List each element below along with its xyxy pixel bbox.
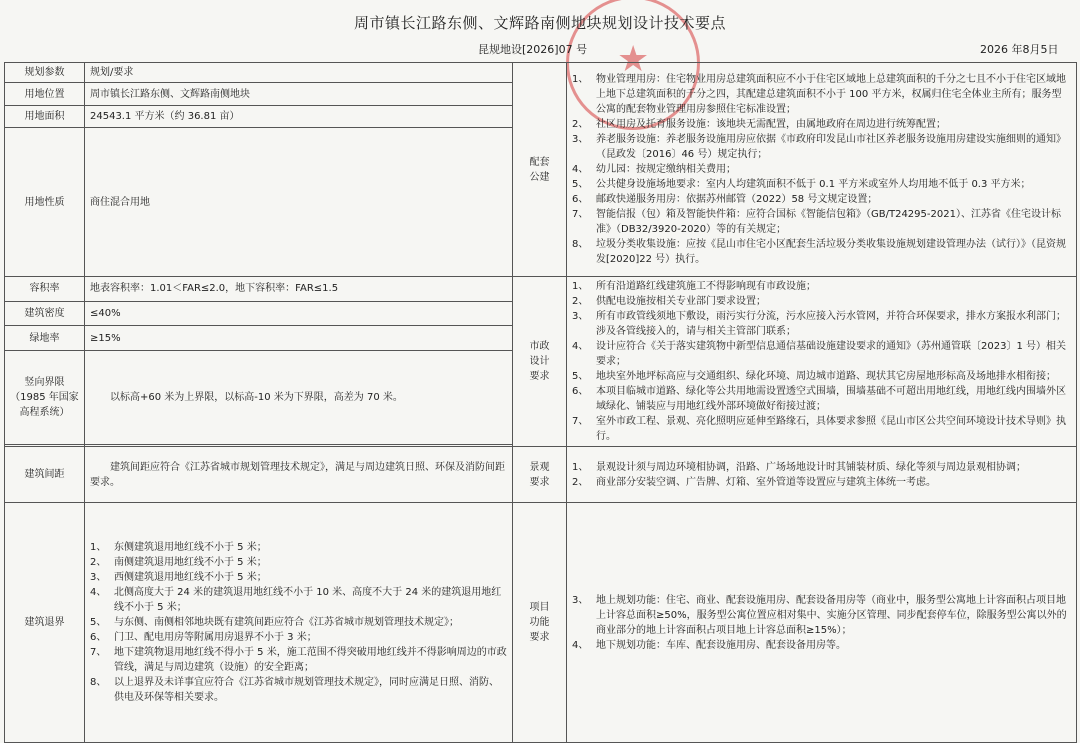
item-text: 公共健身设施场地要求：室内人均建筑面积不低于 0.1 平方米或室外人均用地不低于 0.3 平方米； [596, 179, 1031, 190]
setback-item [90, 675, 507, 705]
item-text: 养老服务设施：养老服务设施用房应依据《市政府印发昆山市社区养老服务设施用房建设实施细则的通知》（昆政发〔2016〕46 号）规定执行； [596, 134, 1066, 160]
item-text: 南侧建筑退用地红线不小于 5 米； [114, 557, 267, 568]
landscape-cell [567, 447, 1077, 503]
vertical-limit-value: 以标高+60 米为上界限，以标高-10 米为下界限，高差为 70 米。 [85, 350, 513, 444]
municipal-item [572, 384, 1071, 414]
supporting-item [572, 207, 1071, 237]
supporting-facilities-cell [567, 63, 1077, 277]
item-text: 景观设计须与周边环境相协调，沿路、广场场地设计时其铺装材质、绿化等须与周边景观相协调； [596, 461, 1026, 473]
item-text: 设计应符合《关于落实建筑物中新型信息通信基础设施建设要求的通知》（苏州通管联〔2023〕1 号）相关要求； [596, 341, 1066, 367]
item-number: 1、 [572, 281, 589, 292]
item-text: 供配电设施按相关专业部门要求设置； [596, 296, 766, 307]
municipal-item [572, 369, 1071, 384]
far-label: 容积率 [5, 277, 85, 302]
function-cell [567, 503, 1077, 743]
density-label: 建筑密度 [5, 301, 85, 326]
item-text: 垃圾分类收集设施：应按《昆山市住宅小区配套生活垃圾分类收集设施规划建设管理办法（试行）》（昆资规发[2020]22 号）执行。 [596, 239, 1066, 265]
item-number: 2、 [572, 296, 589, 307]
function-item [572, 638, 1071, 653]
area-value: 24543.1 平方米（约 36.81 亩） [85, 106, 513, 128]
item-text: 商业部分安装空调、广告牌、灯箱、室外管道等设置应与建筑主体统一考虑。 [596, 476, 936, 488]
item-number: 7、 [572, 209, 589, 220]
landscape-item [572, 475, 1071, 490]
far-value: 地表容积率：1.01＜FAR≤2.0，地下容积率：FAR≤1.5 [85, 277, 513, 302]
supporting-facilities-label: 配套 公建 [513, 63, 567, 277]
location-value: 周市镇长江路东侧、文辉路南侧地块 [85, 83, 513, 106]
param-label: 规划参数 [5, 63, 85, 83]
spacing-value: 建筑间距应符合《江苏省城市规划管理技术规定》，满足与周边建筑日照、环保及消防间距要求。 [85, 447, 513, 503]
item-text: 地下规划功能：车库、配套设施用房、配套设备用房等。 [596, 639, 846, 651]
document-number: 昆规地设[2026]07 号 [478, 43, 588, 56]
setback-item [90, 585, 507, 615]
item-number: 3、 [90, 572, 107, 583]
municipal-item [572, 309, 1071, 339]
item-text: 地上规划功能：住宅、商业、配套设施用房、配套设备用房等（商业中，服务型公寓地上计容面积占项目地上计容总面积≥50%，服务型公寓位置应相对集中、实施分区管理、同步配套停车位，除服务型公寓以外的商业部分的地上计容面积占项目地上计容总面积≥15%）； [596, 594, 1067, 636]
item-number: 5、 [572, 179, 589, 190]
item-number: 2、 [572, 476, 589, 488]
item-text: 地块室外地坪标高应与交通组织、绿化环境、周边城市道路、现状其它房屋地形标高及场地排水相衔接； [596, 371, 1056, 382]
document-date: 2026 年8月5日 [980, 43, 1059, 56]
supporting-item [572, 117, 1071, 132]
item-number: 4、 [572, 341, 589, 352]
municipal-item [572, 279, 1071, 294]
item-number: 3、 [572, 311, 589, 322]
item-text: 北侧高度大于 24 米的建筑退用地红线不小于 10 米、高度不大于 24 米的建筑退用地红线不小于 5 米； [114, 587, 502, 613]
item-text: 社区用房及托育服务设施：该地块无需配置，由属地政府在周边进行统筹配置； [596, 119, 946, 130]
supporting-item [572, 162, 1071, 177]
item-text: 东侧建筑退用地红线不小于 5 米； [114, 542, 267, 553]
item-number: 5、 [572, 371, 589, 382]
item-text: 以上退界及未详事宜应符合《江苏省城市规划管理技术规定》，同时应满足日照、消防、供电及环保等相关要求。 [114, 677, 499, 703]
municipal-item [572, 294, 1071, 309]
landscape-item [572, 460, 1071, 475]
item-number: 6、 [90, 632, 107, 643]
item-text: 本项目临城市道路、绿化等公共用地需设置透空式围墙，围墙基础不可超出用地红线，用地红线内围墙外区域绿化、铺装应与用地红线外部环境做好衔接过渡； [596, 386, 1066, 412]
municipal-item [572, 414, 1071, 444]
supporting-item [572, 237, 1071, 267]
item-number: 6、 [572, 194, 589, 205]
supporting-item [572, 192, 1071, 207]
item-number: 1、 [572, 461, 589, 473]
page-title: 周市镇长江路东侧、文辉路南侧地块规划设计技术要点 [353, 14, 726, 32]
item-text: 幼儿园：按规定缴纳相关费用； [596, 164, 736, 175]
param-value: 规划/要求 [85, 63, 513, 83]
item-text: 地下建筑物退用地红线不得小于 5 米，施工范围不得突破用地红线并不得影响周边的市政管线，满足与周边建筑（设施）的安全距离； [114, 647, 507, 673]
land-use-label: 用地性质 [5, 128, 85, 277]
item-number: 4、 [572, 164, 589, 175]
item-number: 1、 [90, 542, 107, 553]
item-number: 1、 [572, 74, 589, 85]
density-value: ≤40% [85, 301, 513, 326]
supporting-item [572, 132, 1071, 162]
item-number: 8、 [90, 677, 107, 688]
item-number: 7、 [572, 416, 589, 427]
setback-cell [85, 503, 513, 743]
item-text: 邮政快递服务用房：依据苏州邮管（2022）58 号文规定设置； [596, 194, 878, 205]
setback-item [90, 555, 507, 570]
spacing-label: 建筑间距 [5, 447, 85, 503]
item-text: 智能信报（包）箱及智能快件箱：应符合国标《智能信包箱》（GB/T24295-2021）、江苏省《住宅设计标准》（DB32/3920-2020）等的有关规定； [596, 209, 1061, 235]
item-number: 7、 [90, 647, 107, 658]
setback-item [90, 615, 507, 630]
setback-label: 建筑退界 [5, 503, 85, 743]
item-text: 与东侧、南侧相邻地块既有建筑间距应符合《江苏省城市规划管理技术规定》； [114, 617, 459, 628]
green-ratio-label: 绿地率 [5, 326, 85, 351]
item-text: 室外市政工程、景观、亮化照明应延伸至路缘石，具体要求参照《昆山市区公共空间环境设计技术导则》执行。 [596, 416, 1066, 442]
item-text: 所有市政管线须地下敷设，雨污实行分流，污水应接入污水管网，并符合环保要求，排水方案报水利部门；涉及各管线接入的，请与相关主管部门联系； [596, 311, 1066, 337]
municipal-label: 市政 设计 要求 [513, 277, 567, 447]
item-text: 西侧建筑退用地红线不小于 5 米； [114, 572, 267, 583]
function-item [572, 593, 1071, 638]
location-label: 用地位置 [5, 83, 85, 106]
setback-item [90, 645, 507, 675]
seal-star-icon: ★ [617, 39, 650, 80]
supporting-item [572, 177, 1071, 192]
item-number: 5、 [90, 617, 107, 628]
item-number: 8、 [572, 239, 589, 250]
green-ratio-value: ≥15% [85, 326, 513, 351]
setback-item [90, 540, 507, 555]
item-text: 门卫、配电用房等附属用房退界不小于 3 米； [114, 632, 317, 643]
item-number: 6、 [572, 386, 589, 397]
item-text: 所有沿道路红线建筑施工不得影响现有市政设施； [596, 281, 816, 292]
item-number: 4、 [572, 639, 589, 651]
setback-item [90, 570, 507, 585]
setback-item [90, 630, 507, 645]
municipal-item [572, 339, 1071, 369]
item-number: 3、 [572, 594, 589, 606]
function-label: 项目 功能 要求 [513, 503, 567, 743]
item-number: 2、 [90, 557, 107, 568]
spec-table [4, 62, 1077, 743]
land-use-value: 商住混合用地 [85, 128, 513, 277]
item-number: 4、 [90, 587, 107, 598]
item-number: 2、 [572, 119, 589, 130]
supporting-item [572, 72, 1071, 117]
landscape-label: 景观 要求 [513, 447, 567, 503]
item-number: 3、 [572, 134, 589, 145]
vertical-limit-label: 竖向界限 （1985 年国家 高程系统） [5, 350, 85, 444]
item-text: 物业管理用房：住宅物业用房总建筑面积应不小于住宅区域地上总建筑面积的千分之七且不小于住宅区域地上地下总建筑面积的千分之四，其配建总建筑面积不小于 100 平方米，权属归住宅全体业主所有；服务型公寓的配套物业管理用房参照住宅标准设置； [596, 74, 1066, 115]
area-label: 用地面积 [5, 106, 85, 128]
municipal-cell [567, 277, 1077, 447]
